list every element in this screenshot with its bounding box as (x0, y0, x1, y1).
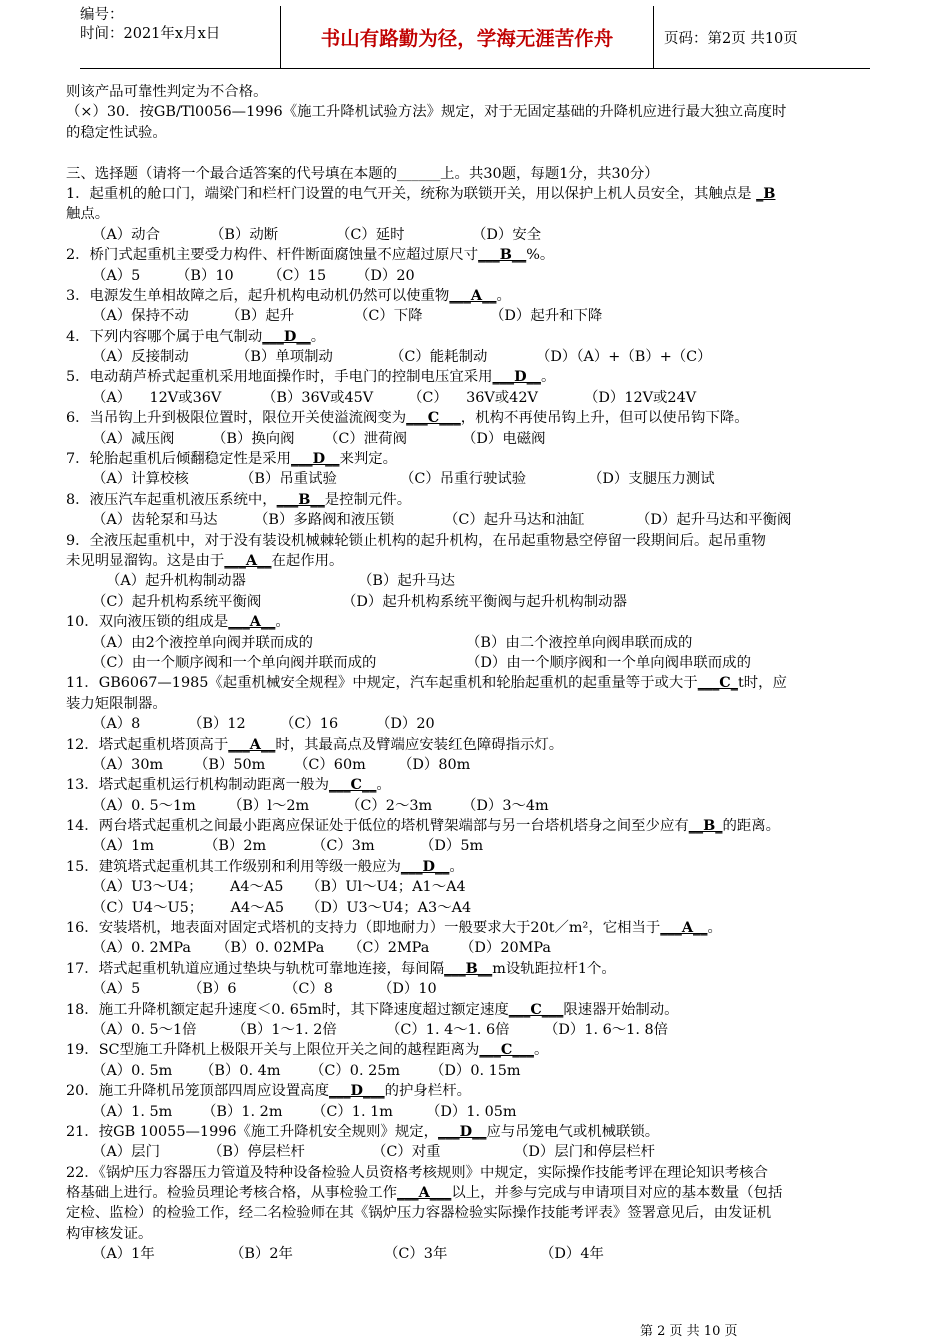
option: （A）层门 (92, 1144, 160, 1161)
option: （D）（A）+（B）+（C） (536, 349, 712, 366)
option: （B）50m (194, 756, 266, 773)
option-row (66, 1020, 890, 1040)
option: （A）计算校核 (92, 471, 189, 488)
answer-blank: ___D__ (492, 368, 541, 386)
option: （C）8 (284, 981, 333, 998)
option: （A）1. 5m (92, 1103, 173, 1120)
option: （A）30m (92, 756, 164, 773)
question-stem: 16．安装塔机，地表面对固定式塔机的支持力（即地耐力）一般要求大于20t／m²，它相当于___A__。 (66, 919, 722, 937)
question-stem: 19．SC型施工升降机上极限开关与上限位开关之间的越程距离为___C___。 (66, 1041, 549, 1059)
option-row (66, 653, 890, 673)
option: （D）1. 05m (426, 1103, 517, 1120)
answer-blank: ___A__ (228, 613, 276, 631)
question-stem: 12．塔式起重机塔顶高于___A__时，其最高点及臂端应安装红色障碍指示灯。 (66, 735, 564, 753)
option: （A）0. 5～1倍 (92, 1021, 197, 1038)
option-row (66, 898, 890, 918)
option-row (66, 571, 890, 591)
option: （B）1. 2m (202, 1103, 283, 1120)
option-row (66, 388, 890, 408)
option-row (66, 347, 890, 367)
option: （D）4年 (540, 1246, 604, 1263)
option: （B）6 (188, 981, 237, 998)
question-stem-cont: 未见明显溜钩。这是由于___A__在起作用。 (66, 551, 344, 569)
option-row (66, 1244, 890, 1264)
option: （C）能耗制动 (390, 349, 488, 366)
option: （D）1. 6～1. 8倍 (544, 1021, 669, 1038)
option: （B）10 (176, 267, 234, 284)
question-stem: 1．起重机的舱口门，端梁门和栏杆门设置的电气开关，统称为联锁开关，用以保护上机人员安全，其触点是 _B (66, 184, 776, 202)
option: （D）20 (376, 716, 435, 733)
option: （B）0. 4m (200, 1062, 281, 1079)
option: （D）12V或24V (584, 389, 697, 406)
option: （C） 36V或42V (408, 389, 538, 406)
question-stem: 7．轮胎起重机后倾翻稳定性是采用___D__来判定。 (66, 450, 398, 468)
header-page-number: 页码：第2页 共10页 (664, 30, 798, 47)
option: （A）起升机构制动器 (106, 573, 246, 590)
answer-blank: _B (756, 184, 776, 202)
answer-blank: ___D___ (328, 1082, 385, 1100)
answer-blank: ___C___ (406, 409, 461, 427)
option: （B）由二个液控单向阀串联而成的 (466, 634, 693, 651)
intro-line: （×）30．按GB/Tl0056—1996《施工升降机试验方法》规定，对于无固定基础的升降机应进行最大独立高度时 (66, 104, 787, 121)
answer-blank: ___A__ (660, 919, 708, 937)
option: （C）起升机构系统平衡阀 (92, 593, 262, 610)
option-row (66, 1142, 890, 1162)
option: （C）下降 (354, 308, 423, 325)
option: （C）1. 1m (312, 1103, 393, 1120)
option: （D）支腿压力测试 (588, 471, 715, 488)
doc-time-label: 时间：2021年x月x日 (80, 26, 221, 42)
option: （C）U4～U5； A4～A5 (92, 899, 285, 916)
option-row (66, 877, 890, 897)
question-stem: 10．双向液压锁的组成是___A__。 (66, 613, 290, 631)
answer-blank: ___B__ (444, 959, 493, 977)
question-stem: 11．GB6067—1985《起重机械安全规程》中规定，汽车起重机和轮胎起重机的起重量等于或大于___C_t时，应 (66, 674, 787, 692)
option-row (66, 225, 890, 245)
answer-blank: ___C___ (508, 1000, 564, 1018)
option: （C）吊重行驶试验 (400, 471, 527, 488)
question-stem: 21．按GB 10055—1996《施工升降机安全规则》规定，___D__应与吊笼电气或机械联锁。 (66, 1122, 660, 1140)
answer-blank: ___A__ (449, 286, 497, 304)
question-stem: 22．《锅炉压力容器压力管道及特种设备检验人员资格考核规则》中规定，实际操作技能考评在理论知识考核合 (66, 1164, 768, 1181)
question-stem: 6．当吊钩上升到极限位置时，限位开关使溢流阀变为___C___，机构不再使吊钩上升，但可以使吊钩下降。 (66, 409, 749, 427)
option: （C）泄荷阀 (324, 430, 407, 447)
option-row (66, 510, 890, 530)
option: （C）由一个顺序阀和一个单向阀并联而成的 (92, 654, 377, 671)
option: （D）20MPa (460, 940, 551, 957)
option: （A）1年 (92, 1246, 155, 1263)
option: （D）安全 (472, 226, 542, 243)
option: （B）换向阀 (212, 430, 295, 447)
option: （C）2MPa (348, 940, 430, 957)
option: （C）起升马达和油缸 (444, 512, 585, 529)
option: （D）80m (398, 756, 471, 773)
question-stem-cont: 触点。 (66, 206, 110, 223)
option: （D）10 (378, 981, 437, 998)
header-meta (80, 6, 280, 68)
option: （B）单项制动 (236, 349, 333, 366)
option: （B）2年 (230, 1246, 293, 1263)
option: （B）多路阀和液压锁 (254, 512, 395, 529)
option: （A）8 (92, 716, 141, 733)
option: （B）起升 (226, 308, 295, 325)
option: （A）动合 (92, 226, 160, 243)
option: （C）对重 (372, 1144, 441, 1161)
option-row (66, 633, 890, 653)
option: （C）0. 25m (310, 1062, 401, 1079)
option: （A）5 (92, 267, 141, 284)
option: （A）0. 5～1m (92, 797, 196, 814)
header-motto: 书山有路勤为径，学海无涯苦作舟 (280, 6, 654, 68)
option: （C）15 (268, 267, 327, 284)
answer-blank: ___D__ (438, 1122, 487, 1140)
question-stem: 13．塔式起重机运行机构制动距离一般为___C__。 (66, 776, 391, 794)
answer-blank: ___D__ (262, 327, 311, 345)
question-stem-cont: 装力矩限制器。 (66, 695, 167, 712)
question-stem: 5．电动葫芦桥式起重机采用地面操作时，手电门的控制电压宜采用___D__。 (66, 368, 556, 386)
option: （B）2m (204, 838, 267, 855)
question-stem-cont: 格基础上进行。检验员理论考核合格，从事检验工作___A___以上，并参与完成与申请项目对应的基本数量（包括 (66, 1184, 783, 1202)
question-stem: 14．两台塔式起重机之间最小距离应保证处于低位的塔机臂架端部与另一台塔机塔身之间至少应有__B_的距离。 (66, 817, 781, 835)
option-row (66, 836, 890, 856)
question-stem: 15．建筑塔式起重机其工作级别和利用等级一般应为___D__。 (66, 857, 464, 875)
answer-blank: ___C___ (479, 1041, 534, 1059)
option: （C）延时 (336, 226, 405, 243)
question-stem: 8．液压汽车起重机液压系统中，___B__是控制元件。 (66, 490, 412, 508)
answer-blank: ___A__ (224, 551, 272, 569)
question-stem: 3．电源发生单相故障之后，起升机构电动机仍然可以使重物___A__。 (66, 286, 511, 304)
option-row (66, 796, 890, 816)
option: （C）16 (280, 716, 339, 733)
question-stem: 4．下列内容哪个属于电气制动___D__。 (66, 327, 326, 345)
option: （A）保持不动 (92, 308, 189, 325)
page-footer: 第 2 页 共 10 页 (640, 1324, 738, 1339)
option-row (66, 938, 890, 958)
question-stem-cont: 构审核发证。 (66, 1225, 153, 1242)
question-stem: 9．全液压起重机中，对于没有装设机械棘轮锁止机构的起升机构，在吊起重物悬空停留一段期间后。起吊重物 (66, 532, 766, 549)
question-stem: 18．施工升降机额定起升速度＜0. 65m时，其下降速度超过额定速度___C___限速器开始制动。 (66, 1000, 679, 1018)
option-row (66, 1061, 890, 1081)
option: （C）2～3m (346, 797, 433, 814)
option-row (66, 1102, 890, 1122)
option: （D）3～4m (462, 797, 549, 814)
answer-blank: ___C__ (328, 776, 377, 794)
option: （A）齿轮泵和马达 (92, 512, 218, 529)
option-row (66, 429, 890, 449)
section-title: 三、选择题（请将一个最合适答案的代号填在本题的______上。共30题，每题1分，共30分） (66, 165, 659, 182)
option: （A）减压阀 (92, 430, 175, 447)
option: （A） 12V或36V (92, 389, 222, 406)
answer-blank: __B_ (688, 817, 723, 835)
option-row (66, 714, 890, 734)
answer-blank: ___A__ (228, 735, 276, 753)
option: （C）3m (312, 838, 375, 855)
option: （D）起升机构系统平衡阀与起升机构制动器 (342, 593, 627, 610)
option-row (66, 469, 890, 489)
answer-blank: ___B__ (276, 490, 325, 508)
option: （D）由一个顺序阀和一个单向阀串联而成的 (466, 654, 751, 671)
option: （B）起升马达 (358, 573, 455, 590)
option: （D）U3～U4；A3～A4 (306, 899, 472, 916)
doc-number-label: 编号： (80, 7, 124, 23)
option: （D）20 (356, 267, 415, 284)
question-stem: 2．桥门式起重机主要受力构件、杆件断面腐蚀量不应超过原尺寸___B__%。 (66, 246, 555, 264)
answer-blank: ___A___ (397, 1184, 452, 1202)
option: （D）0. 15m (430, 1062, 521, 1079)
option: （A）U3～U4； A4～A5 (92, 879, 284, 896)
option: （C）1. 4～1. 6倍 (386, 1021, 510, 1038)
option: （A）5 (92, 981, 141, 998)
intro-line: 则该产品可靠性判定为不合格。 (66, 84, 268, 100)
option: （D）起升马达和平衡阀 (636, 512, 792, 529)
option: （D）起升和下降 (490, 308, 603, 325)
option: （C）60m (294, 756, 366, 773)
answer-blank: ___D__ (291, 450, 340, 468)
option: （A）0. 2MPa (92, 940, 191, 957)
option: （A）由2个液控单向阀并联而成的 (92, 634, 314, 651)
answer-blank: ___C_ (697, 674, 738, 692)
question-stem: 20．施工升降机吊笼顶部四周应设置高度___D___的护身栏杆。 (66, 1082, 471, 1100)
option: （A）1m (92, 838, 154, 855)
option-row (66, 755, 890, 775)
option-row (66, 979, 890, 999)
option: （D）5m (420, 838, 484, 855)
option-row (66, 266, 890, 286)
option-row (66, 592, 890, 612)
option: （A）反接制动 (92, 349, 189, 366)
answer-blank: ___D__ (400, 857, 450, 875)
option: （B）0. 02MPa (216, 940, 325, 957)
option: （B）12 (188, 716, 246, 733)
option: （B）动断 (210, 226, 279, 243)
answer-blank: ___B__ (478, 246, 527, 264)
intro-line: 的稳定性试验。 (66, 124, 167, 141)
option: （A）0. 5m (92, 1062, 173, 1079)
option: （D）层门和停层栏杆 (514, 1144, 656, 1161)
question-stem: 17．塔式起重机轨道应通过垫块与轨枕可靠地连接，每间隔___B__m设轨距拉杆1个。 (66, 959, 616, 977)
option: （C）3年 (384, 1246, 448, 1263)
document-body (66, 82, 890, 1265)
option: （B）吊重试验 (240, 471, 337, 488)
option: （B）l～2m (228, 797, 310, 814)
option-row (66, 306, 890, 326)
question-stem-cont: 定检、监检）的检验工作，经二名检验师在其《锅炉压力容器检验实际操作技能考评表》签署意见后，由发证机 (66, 1205, 772, 1222)
option: （B）停层栏杆 (208, 1144, 305, 1161)
option: （B）36V或45V (262, 389, 374, 406)
page-header (80, 6, 870, 69)
option: （B）Ul～U4；A1～A4 (306, 879, 466, 896)
option: （D）电磁阀 (462, 430, 546, 447)
option: （B）1～1. 2倍 (232, 1021, 337, 1038)
